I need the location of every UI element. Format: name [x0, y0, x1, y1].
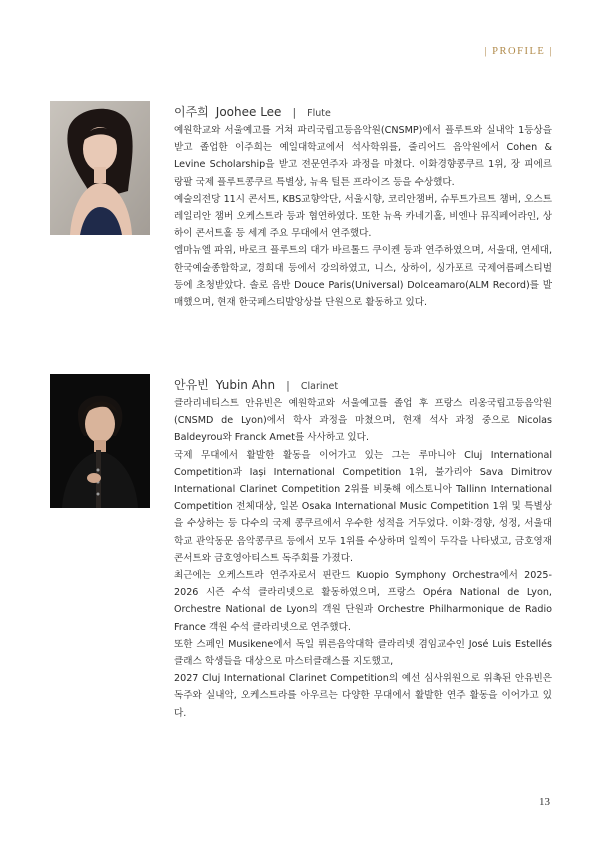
portrait-photo-joohee-lee	[50, 101, 150, 235]
page-number: 13	[539, 796, 550, 808]
profile-instrument: Clarinet	[300, 381, 339, 392]
profile-name-english: Joohee Lee	[215, 105, 282, 119]
name-separator: |	[286, 379, 290, 392]
profile-name-korean: 이주희	[174, 105, 209, 119]
profile-biography	[174, 395, 552, 722]
bio-paragraph: 클라리네티스트 안유빈은 예원학교와 서울예고를 졸업 후 프랑스 리옹국립고등음악원(CNSMD de Lyon)에서 학사 과정을 마쳤으며, 현재 석사 과정 중으로 Nicolas Baldeyrou와 Franck Amet를 사사하고 있다.	[174, 398, 552, 444]
bio-paragraph: 최근에는 오케스트라 연주자로서 핀란드 Kuopio Symphony Orchestra에서 2025-2026 시즌 수석 클라리넷으로 활동하였으며, 프랑스 Opéra National de Lyon, Orchestre National de Lyon의 객원 단원과 Orchestre Philharmonique de Radio France 객원 수석 클라리넷으로 연주했다.	[174, 570, 552, 633]
bio-paragraph: 예술의전당 11시 콘서트, KBS교향악단, 서울시향, 코리안챔버, 슈투트가르트 챔버, 오스트레일리안 챔버 오케스트라 등과 협연하였다. 또한 뉴욕 카네기홀, 비엔나 뮤직페어라인, 상하이 콘서트홀 등 세계 주요 무대에서 연주했다.	[174, 193, 552, 240]
bio-paragraph: 2027 Cluj International Clarinet Competition의 예선 심사위원으로 위촉된 안유빈은 독주와 실내악, 오케스트라를 아우르는 다양한 무대에서 활발한 연주 활동을 이어가고 있다.	[174, 673, 552, 719]
profile-instrument: Flute	[307, 108, 331, 119]
profile-name-line	[174, 103, 331, 120]
profile-name-line	[174, 376, 338, 393]
bio-paragraph: 엠마뉴엘 파위, 바로크 플루트의 대가 바르톨드 쿠이켄 등과 연주하였으며, 서울대, 연세대, 한국예술종합학교, 경희대 등에서 강의하였고, 니스, 상하이, 싱가포르 국제여름페스티벌 등에 초청받았다. 솔로 음반 Douce Paris(Universal) Dolceamaro(ALM Record)를 발매했으며, 현재 한국페스티발앙상블 단원으로 활동하고 있다.	[174, 245, 552, 309]
bio-paragraph: 또한 스페인 Musikene에서 독일 뤼른음악대학 클라리넷 겸임교수인 José Luis Estellés 클래스 학생들을 대상으로 마스터클래스를 지도했고,	[174, 638, 552, 668]
name-separator: |	[292, 106, 297, 119]
profile-name-korean: 안유빈	[174, 378, 209, 392]
profile-biography	[174, 122, 552, 311]
section-header: | PROFILE |	[484, 46, 553, 57]
bio-paragraph: 예원학교와 서울예고를 거쳐 파리국립고등음악원(CNSMP)에서 플루트와 실내악 1등상을 받고 졸업한 이주희는 예일대학교에서 석사학위를, 줄리어드 음악원에서 Cohen & Levine Scholarship을 받고 전문연주자 과정을 마쳤다. 이화경향콩쿠르 1위, 장 피에르 랑팔 국제 플루트콩쿠르 특별상, 뉴욕 틸튼 프라이즈 등을 수상했다.	[174, 125, 552, 188]
bio-paragraph: 국제 무대에서 활발한 활동을 이어가고 있는 그는 루마니아 Cluj International Competition과 Iași International Competition 1위, 불가리아 Sava Dimitrov International Clarinet Competition 2위를 비롯해 에스토니아 Tallinn International Competition 전체대상, 일본 Osaka International Music Competition 1위 및 특별상을 수상하는 등 다수의 국제 콩쿠르에서 우수한 성적을 거두었다. 이화·경향, 성정, 서울대학교 관악동문 음악콩쿠르 등에서 모두 1위를 수상하며 일찍이 두각을 나타냈고, 금호영재콘서트와 금호영아티스트 독주회를 가졌다.	[174, 449, 552, 564]
portrait-photo-yubin-ahn	[50, 374, 150, 508]
profile-name-english: Yubin Ahn	[215, 378, 276, 392]
